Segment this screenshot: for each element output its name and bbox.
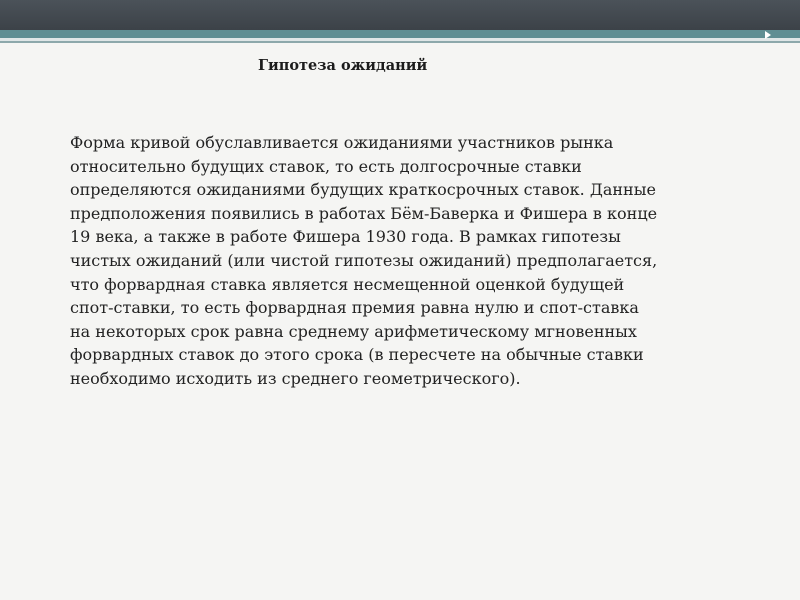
header-thin-stripe: [0, 41, 800, 43]
slide-title: Гипотеза ожиданий: [258, 57, 428, 74]
header-accent-stripe: [0, 30, 800, 38]
header-band: [0, 0, 800, 30]
slide-body-text: Форма кривой обуславливается ожиданиями участников рынка относительно будущих ставок, то есть долгосрочные ставки определяются ожиданиями будущих краткосрочных ставок. Данные предположения появились в работах Бём-Баверка и Фишера в конце 19 века, а также в работе Фишера 1930 года. В рамках гипотезы чистых ожиданий (или чистой гипотезы ожиданий) предполагается, что форвардная ставка является несмещенной оценкой будущей спот-ставки, то есть форвардная премия равна нулю и спот-ставка на некоторых срок равна среднему арифметическому мгновенных форвардных ставок до этого срока (в пересчете на обычные ставки необходимо исходить из среднего геометрического).: [70, 133, 658, 388]
triangle-marker-icon: [765, 31, 771, 39]
